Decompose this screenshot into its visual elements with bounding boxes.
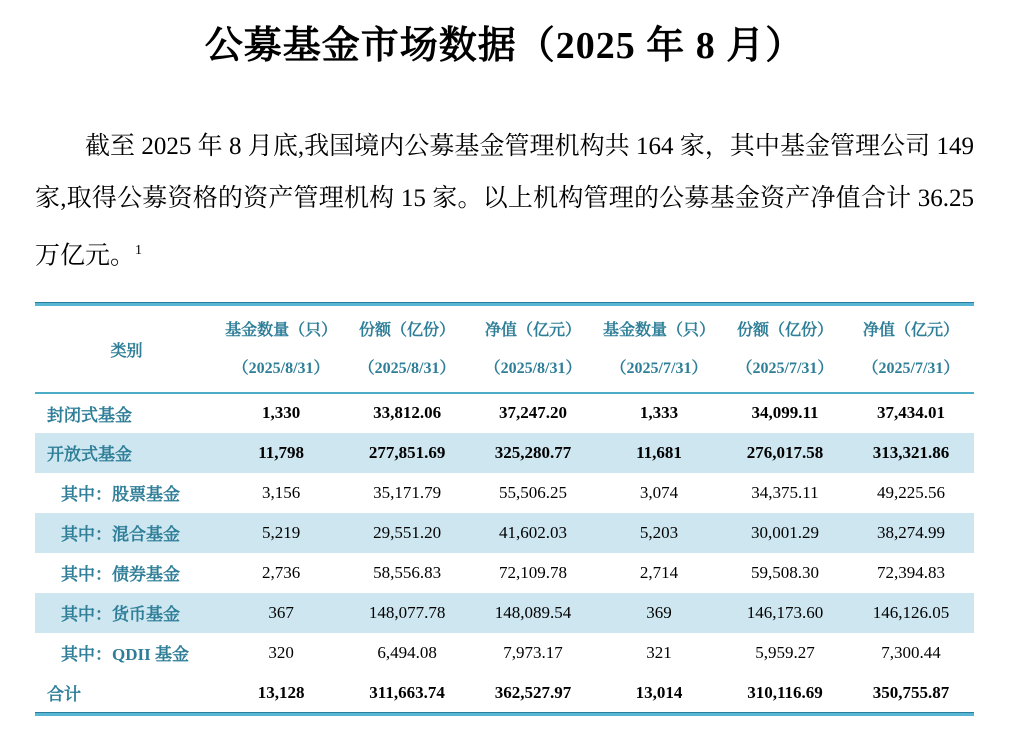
value-cell: 55,506.25 bbox=[499, 482, 568, 502]
value-cell: 148,077.78 bbox=[368, 602, 446, 622]
value-cell: 34,099.11 bbox=[751, 403, 819, 423]
column-header-nav-aug bbox=[470, 305, 596, 393]
intro-paragraph bbox=[35, 121, 974, 282]
column-header-shares-jul bbox=[722, 305, 848, 393]
value-cell: 11,681 bbox=[636, 442, 682, 462]
intro-text: 截至 2025 年 8 月底,我国境内公募基金管理机构共 164 家，其中基金管理公司 149 家,取得公募资格的资产管理机构 15 家。以上机构管理的公募基金资产净值合计 36.25 万亿元。 bbox=[35, 133, 974, 270]
value-cell: 59,508.30 bbox=[750, 562, 819, 582]
value-cell: 37,434.01 bbox=[876, 403, 945, 423]
value-cell: 72,109.78 bbox=[499, 562, 568, 582]
value-cell: 146,126.05 bbox=[872, 602, 950, 622]
value-cell: 5,219 bbox=[261, 522, 301, 542]
category-header-label: 类别 bbox=[110, 342, 143, 360]
value-cell: 325,280.77 bbox=[494, 442, 572, 462]
column-header-date: （2025/7/31） bbox=[610, 360, 708, 378]
value-cell: 2,714 bbox=[639, 562, 679, 582]
value-cell: 33,812.06 bbox=[373, 403, 442, 423]
value-cell: 49,225.56 bbox=[876, 482, 945, 502]
category-cell: 其中：QDII 基金 bbox=[61, 645, 189, 665]
column-header-date: （2025/8/31） bbox=[232, 360, 330, 378]
value-cell: 276,017.58 bbox=[746, 442, 824, 462]
value-cell: 320 bbox=[268, 642, 294, 662]
value-cell: 72,394.83 bbox=[876, 562, 945, 582]
column-header-shares-aug bbox=[344, 305, 470, 393]
column-header-nav-jul bbox=[848, 305, 974, 393]
table-row-equity-funds bbox=[35, 473, 974, 513]
table-row-closed-end-funds bbox=[35, 393, 974, 433]
value-cell: 7,300.44 bbox=[881, 642, 941, 662]
value-cell: 350,755.87 bbox=[872, 682, 950, 702]
table-row-open-end-funds bbox=[35, 433, 974, 473]
column-header-fund-count-aug bbox=[218, 305, 344, 393]
value-cell: 34,375.11 bbox=[751, 482, 819, 502]
category-cell: 其中：混合基金 bbox=[61, 525, 180, 545]
value-cell: 277,851.69 bbox=[368, 442, 446, 462]
value-cell: 35,171.79 bbox=[373, 482, 442, 502]
fund-data-table bbox=[35, 303, 974, 713]
table-header-row bbox=[35, 305, 974, 393]
category-column-header bbox=[35, 305, 218, 393]
category-cell: 合计 bbox=[47, 685, 81, 705]
value-cell: 3,074 bbox=[639, 482, 679, 502]
table-row-total bbox=[35, 673, 974, 713]
value-cell: 148,089.54 bbox=[494, 602, 572, 622]
value-cell: 321 bbox=[646, 642, 672, 662]
value-cell: 41,602.03 bbox=[499, 522, 568, 542]
category-cell: 封闭式基金 bbox=[47, 405, 132, 425]
column-header-date: （2025/7/31） bbox=[862, 360, 960, 378]
value-cell: 38,274.99 bbox=[876, 522, 945, 542]
fund-table-container bbox=[35, 302, 974, 716]
column-header-label: 份额（亿份） bbox=[736, 322, 833, 340]
value-cell: 7,973.17 bbox=[503, 642, 563, 662]
column-header-date: （2025/8/31） bbox=[358, 360, 456, 378]
category-cell: 其中：股票基金 bbox=[61, 485, 180, 505]
page-title: 公募基金市场数据（2025 年 8 月） bbox=[204, 25, 805, 67]
value-cell: 37,247.20 bbox=[499, 403, 568, 423]
column-header-label: 份额（亿份） bbox=[359, 322, 456, 340]
column-header-date: （2025/7/31） bbox=[736, 360, 834, 378]
value-cell: 313,321.86 bbox=[872, 442, 950, 462]
value-cell: 30,001.29 bbox=[750, 522, 819, 542]
footnote-marker: 1 bbox=[135, 243, 143, 258]
value-cell: 29,551.20 bbox=[373, 522, 442, 542]
value-cell: 1,330 bbox=[261, 403, 301, 423]
value-cell: 3,156 bbox=[261, 482, 301, 502]
column-header-label: 基金数量（只） bbox=[225, 322, 338, 340]
value-cell: 367 bbox=[268, 602, 294, 622]
value-cell: 13,128 bbox=[257, 682, 305, 702]
table-row-money-market-funds bbox=[35, 593, 974, 633]
value-cell: 13,014 bbox=[635, 682, 683, 702]
category-cell: 其中：货币基金 bbox=[61, 605, 180, 625]
value-cell: 58,556.83 bbox=[373, 562, 442, 582]
value-cell: 146,173.60 bbox=[746, 602, 824, 622]
category-cell: 其中：债券基金 bbox=[61, 565, 180, 585]
value-cell: 2,736 bbox=[261, 562, 301, 582]
column-header-fund-count-jul bbox=[596, 305, 722, 393]
category-cell: 开放式基金 bbox=[47, 445, 132, 465]
column-header-label: 基金数量（只） bbox=[602, 322, 715, 340]
value-cell: 311,663.74 bbox=[369, 682, 445, 702]
table-row-qdii-funds bbox=[35, 633, 974, 673]
value-cell: 11,798 bbox=[258, 442, 304, 462]
table-row-hybrid-funds bbox=[35, 513, 974, 553]
value-cell: 5,203 bbox=[639, 522, 679, 542]
table-row-bond-funds bbox=[35, 553, 974, 593]
column-header-label: 净值（亿元） bbox=[862, 322, 959, 340]
document-page bbox=[0, 14, 1009, 735]
column-header-label: 净值（亿元） bbox=[485, 322, 582, 340]
value-cell: 1,333 bbox=[639, 403, 679, 423]
column-header-date: （2025/8/31） bbox=[484, 360, 582, 378]
value-cell: 6,494.08 bbox=[377, 642, 437, 662]
value-cell: 369 bbox=[646, 602, 672, 622]
value-cell: 362,527.97 bbox=[494, 682, 572, 702]
value-cell: 5,959.27 bbox=[755, 642, 815, 662]
value-cell: 310,116.69 bbox=[747, 682, 823, 702]
